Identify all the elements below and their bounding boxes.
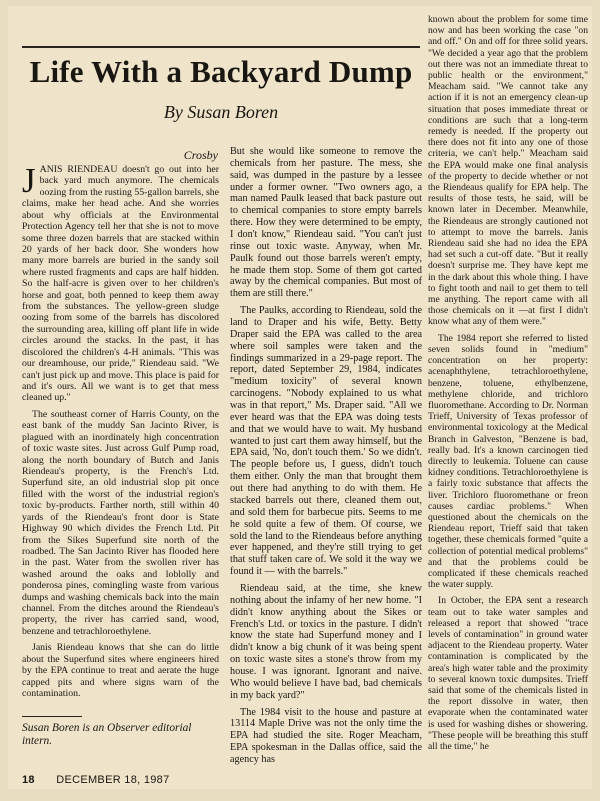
paragraph: The Paulks, according to Riendeau, sold the land to Draper and his wife, Betty. Betty Draper said the EPA was called to the area where soil samples were taken and the findings summarized in a 29-page report. The report, dated September 29, 1984, indicates "medium toxicity" of several known carcinogens. "Nobody explained to us what was in that report," Ms. Draper said. "All we ever heard was that the EPA was doing tests and that we would have to wait. My husband wanted to just cart them away himself, but the EPA said, 'No, don't touch them.' So we didn't. The people before us, I guess, didn't touch them either. Only the man that brought them out there had anything to do with them. He stacked barrels out there, cleaned them out, and sold them for barbecue pits. Seems to me he sold quite a few of them. Of course, we sold the land to the Riendeaus before anything ever happened, and they're still trying to get that stuff taken care of. We sold it the way we found it — with the barrels." [230, 305, 422, 578]
column-1 [22, 161, 219, 704]
paragraph: The 1984 visit to the house and pasture at 13114 Maple Drive was not the only time the EPA had studied the site. Roger Meacham, EPA spokesman in the Dallas office, said the agency has [230, 706, 422, 765]
footnote-rule [22, 716, 82, 717]
dateline: Crosby [183, 148, 218, 162]
page-number: 18 [22, 774, 35, 786]
paragraph: Janis Riendeau knows that she can do little about the Superfund sites where engineers hired by the EPA continue to treat and aerate the huge capped pits and where signs warn of the contamination. [22, 642, 219, 699]
column-2 [230, 146, 422, 771]
paragraph: In October, the EPA sent a research team out to take water samples and released a report that showed "trace levels of contamination" in ground water adjacent to the Riendeau property. Water contamination is complicated by the area's high water table and the proximity to several known toxic dumpsites. Trieff said that some of the chemicals listed in the report dissolve in water, then evaporate when the contaminated water is used for washing dishes or showering. "These people will be breathing this stuff all the time," he [428, 595, 588, 752]
paragraph: The southeast corner of Harris County, on the east bank of the muddy San Jacinto River, is plagued with an inordinately high concentration of toxic waste sites. Just across Gulf Pump road, along the north boundary of Butch and Janis Riendeau's property, is the French's Ltd. Superfund site, an old industrial slop pit once filled with the worst of the industrial region's toxic by-products. Farther north, still within 40 yards of the Riendeau's front door is State Highway 90 which divides the French Ltd. Pit from the Sikes Superfund site north of the roadbed. The San Jacinto River has flooded here in the past. Water from the swollen river has washed around the oaks and loblolly and ponderosa pines, comingling waste from various dumps and washing chemicals back into the main channel. From the ditches around the Riendeau's property, the river has carried sand, wood, benzene and tetrachloroethylene. [22, 408, 219, 637]
issue-date: DECEMBER 18, 1987 [56, 774, 170, 786]
top-rule [22, 46, 420, 48]
paragraph: But she would like someone to remove the chemicals from her pasture. The mess, she said, was dumped in the pasture by a lessee under a former owner. "Two owners ago, a man named Paulk leased that back pasture out to chemical companies to store empty barrels there. How they were determined to be empty, I don't know," Riendeau said. "You can't just rinse out toxic waste. Anyway, when Mr. Paulk found out those barrels weren't empty, he made them stop. Some of them got carted away by the chemical companies. But most of them are still there." [230, 146, 422, 300]
article-title: Life With a Backyard Dump [29, 54, 413, 89]
folio [22, 774, 170, 786]
paragraph [22, 161, 219, 404]
author-note: Susan Boren is an Observer editorial intern. [22, 722, 192, 747]
paragraph: Riendeau said, at the time, she knew nothing about the infamy of her new home. "I didn't know anything about the Sikes or French's Ltd. or toxics in the pasture. I didn't know the state had Superfund money and I didn't know a big chunk of it was being spent on toxic waste sites a stone's throw from my house. I was ignorant. Ignorant and naive. Who would believe I have bad, bad chemicals in my back yard?" [230, 582, 422, 701]
byline: By Susan Boren [163, 102, 279, 122]
paragraph-text: ANIS RIENDEAU doesn't go out into her back yard much anymore. The chemicals oozing from the rusting 55-gallon barrels, she claims, make her head ache. And she worries about why officials at the Environmental Protection Agency tell her that she is not to move some three dozen barrels that are stacked within 20 yards of her back door. She wonders how many more barrels are buried in the sandy soil where rusted fragments and caps are half hidden. So the half-acre is given over to her children's horse and goat, both penned to keep them away from the substances. The yellow-green sludge oozing from some of the barrels has discolored the surrounding area, killing off plant life in wide circles around the stacks. In the past, it has discolored the children's 4-H animals. "This was our dreamhouse, our pride," Riendeau said. "We can't just pick up and move. This place is paid for and it's ours. All we want is to get that mess cleaned up." [22, 164, 219, 404]
drop-cap: J [22, 161, 36, 200]
paragraph: The 1984 report she referred to listed seven solids found in "medium" concentration on her property: acenaphthylene, tetrachloroethylene, benzene, toluene, ethylbenzene, methylene chloride, and trichloro fluoromethane. According to Dr. Norman Trieff, University of Texas professor of environmental toxicology at the Medical Branch in Galveston, "Benzene is bad, really bad. It's a known carcinogen tied directly to leukemia. Toluene can cause kidney conditions. Tetrachloroethylene is a fairly toxic substance that affects the liver. Trichloro fluoromethane or freon causes cardiac problems." When questioned about the chemicals on the Riendeau report, Trieff said that taken together, these chemicals formed "quite a collection of potential medical problems" and that the problems could be complicated if these chemicals reached the water supply. [428, 332, 588, 591]
paragraph: known about the problem for some time now and has been working the case "on and off." On and off for three solid years. "We decided a year ago that the problem out there was not an immediate threat to public health or the environment," Meacham said. "We cannot take any action if it is not an emergency clean-up situation that poses immediate threat or conditions are such that a long-term remedy is needed. If the property out there does not fit into any one of those criteria, we can't help." Meacham said the EPA would make one final analysis of the property to decide whether or not the Riendeaus qualify for EPA help. The results of those tests, he said, will be known later in December. Meanwhile, the Riendeaus are strongly cautioned not to attempt to move the barrels. Janis Riendeau said she had no idea the EPA had set such a cut-off date. "But it really doesn't surprise me. They have kept me in the dark about this whole thing. I have to fight tooth and nail to get them to tell me anything. The report came with all those chemicals on it —at first I didn't know what any of them were." [428, 14, 588, 328]
magazine-page [8, 6, 592, 789]
column-3 [428, 14, 588, 757]
